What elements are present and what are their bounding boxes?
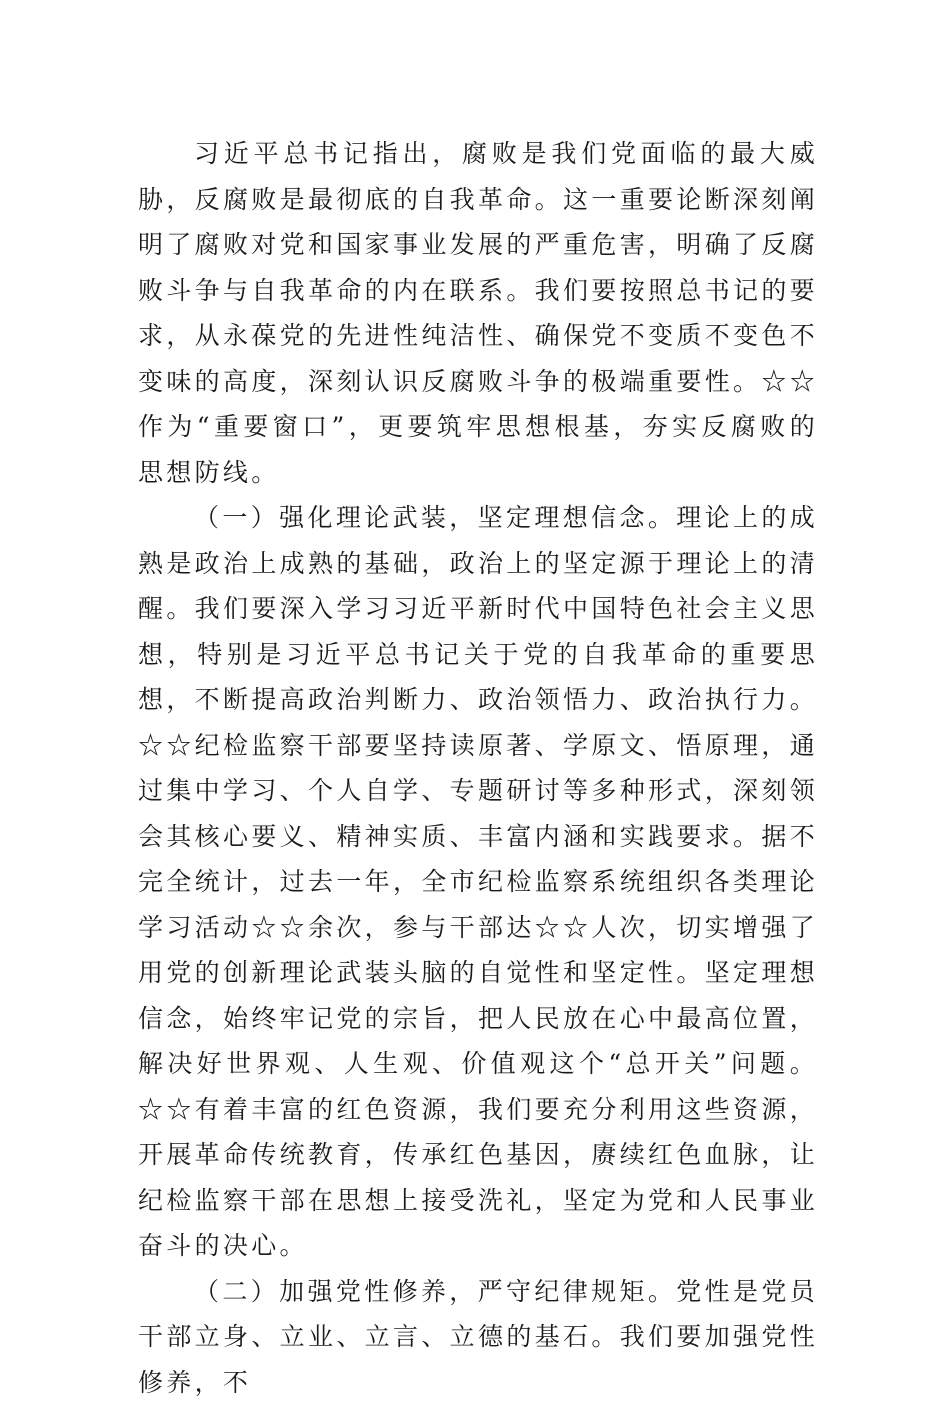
paragraph-section-one: （一）强化理论武装，坚定理想信念。理论上的成熟是政治上成熟的基础，政治上的坚定源于理论上的清醒。我们要深入学习习近平新时代中国特色社会主义思想，特别是习近平总书记关于党的自我革命的重要思想，不断提高政治判断力、政治领悟力、政治执行力。☆☆纪检监察干部要坚持读原著、学原文、悟原理，通过集中学习、个人自学、专题研讨等多种形式，深刻领会其核心要义、精神实质、丰富内涵和实践要求。据不完全统计，过去一年，全市纪检监察系统组织各类理论学习活动☆☆余次，参与干部达☆☆人次，切实增强了用党的创新理论武装头脑的自觉性和坚定性。坚定理想信念，始终牢记党的宗旨，把人民放在心中最高位置，解决好世界观、人生观、价值观这个“总开关”问题。☆☆有着丰富的红色资源，我们要充分利用这些资源，开展革命传统教育，传承红色基因，赓续红色血脉，让纪检监察干部在思想上接受洗礼，坚定为党和人民事业奋斗的决心。 xyxy=(138,495,818,1269)
paragraph-section-two: （二）加强党性修养，严守纪律规矩。党性是党员干部立身、立业、立言、立德的基石。我们要加强党性修养，不 xyxy=(138,1269,818,1405)
paragraph-intro: 习近平总书记指出，腐败是我们党面临的最大威胁，反腐败是最彻底的自我革命。这一重要论断深刻阐明了腐败对党和国家事业发展的严重危害，明确了反腐败斗争与自我革命的内在联系。我们要按照总书记的要求，从永葆党的先进性纯洁性、确保党不变质不变色不变味的高度，深刻认识反腐败斗争的极端重要性。☆☆作为“重要窗口”，更要筑牢思想根基，夯实反腐败的思想防线。 xyxy=(138,131,818,495)
document-body xyxy=(138,131,818,1405)
